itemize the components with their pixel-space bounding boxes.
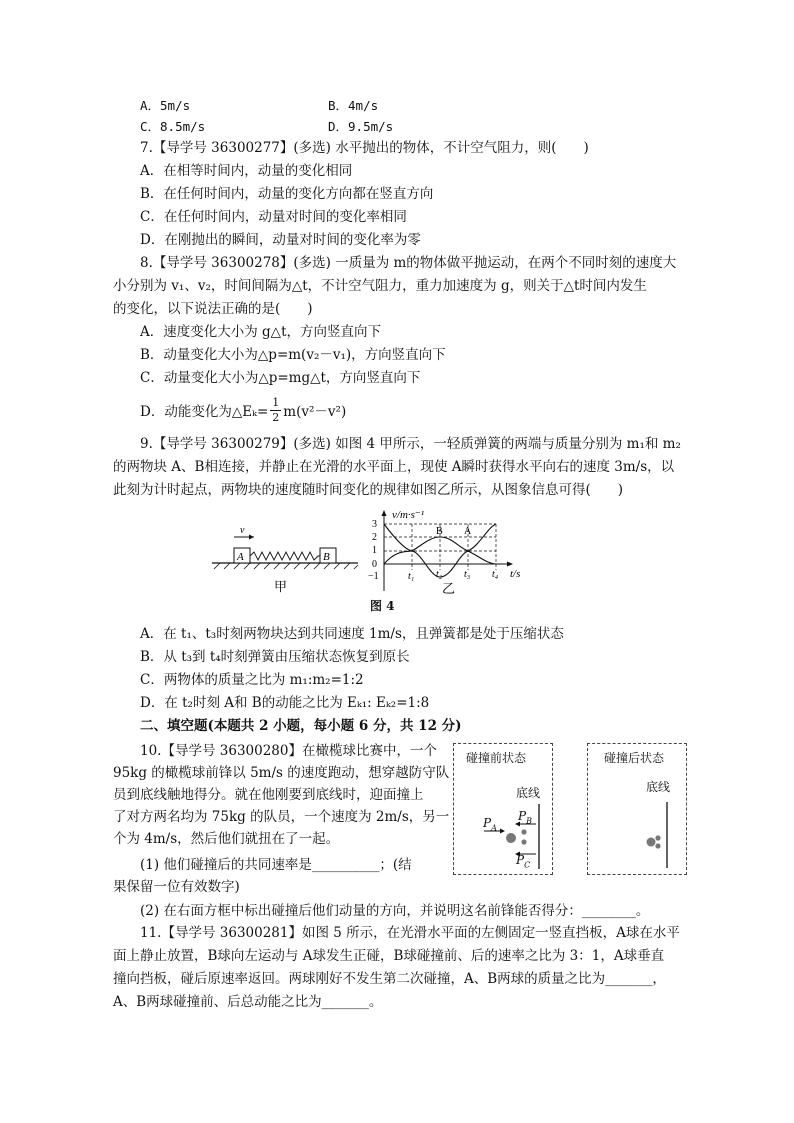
q8-option-d bbox=[140, 398, 346, 427]
q8-option-a: A．速度变化大小为 g△t，方向竖直向下 bbox=[140, 324, 381, 340]
q10-line4: 了对方两名均为 75kg 的队员，一个速度为 2m/s，另一 bbox=[113, 809, 450, 825]
ball-b bbox=[521, 829, 526, 834]
q6-option-d: D．9.5m/s bbox=[328, 119, 394, 134]
figure-yi-label: 乙 bbox=[442, 581, 456, 595]
q7-option-d: D．在刚抛出的瞬间，动量对时间的变化率为零 bbox=[140, 232, 421, 248]
momentum-a-label: $P_A$ bbox=[483, 816, 497, 833]
figure-4-caption: 图 4 bbox=[370, 599, 395, 613]
q10-line6: (1) 他们碰撞后的共同速率是__________；(结 bbox=[140, 857, 412, 873]
collision-after-title: 碰撞后状态 bbox=[604, 751, 665, 765]
collision-after-box bbox=[587, 743, 687, 875]
q7-option-a: A．在相等时间内，动量的变化相同 bbox=[140, 163, 353, 179]
momentum-b-label: $P_B$ bbox=[518, 809, 532, 826]
q10-line2: 95kg 的橄榄球前锋以 5m/s 的速度跑动，想穿越防守队 bbox=[113, 765, 450, 781]
y-tick-label: −1 bbox=[368, 571, 379, 582]
q11-line3: 撞向挡板，碰后原速率返回。两球刚好不发生第二次碰撞，A、B两球的质量之比为_______， bbox=[113, 971, 666, 987]
q7-option-b: B．在任何时间内，动量的变化方向都在竖直方向 bbox=[140, 186, 434, 202]
x-tick-label: t₃ bbox=[464, 569, 471, 580]
q9-option-b: B．从 t₃到 t₄时刻弹簧由压缩状态恢复到原长 bbox=[140, 649, 410, 665]
spring bbox=[250, 552, 320, 560]
collision-before-title: 碰撞前状态 bbox=[466, 751, 527, 765]
block-b-label: B bbox=[323, 551, 330, 563]
q9-stem-line2: 的两物块 A、B相连接，并静止在光滑的水平面上，现使 A瞬时获得水平向右的速度 3m/s，以 bbox=[113, 459, 675, 475]
q6-option-b: B．4m/s bbox=[328, 98, 379, 113]
ball-merged-b bbox=[655, 835, 660, 840]
y-tick-label: 0 bbox=[372, 559, 377, 570]
block-a-label: A bbox=[237, 551, 244, 563]
figure-jia-label: 甲 bbox=[274, 579, 288, 594]
y-tick-label: 2 bbox=[372, 532, 377, 543]
q10-line8: (2) 在右面方框中标出碰撞后他们动量的方向，并说明这名前锋能否得分：________。 bbox=[140, 903, 650, 919]
baseline-label: 底线 bbox=[646, 780, 671, 794]
momentum-c-label: $P_C$ bbox=[516, 853, 531, 870]
y-tick-label: 3 bbox=[372, 519, 377, 530]
q8-stem-line3: 的变化，以下说法正确的是( ) bbox=[113, 301, 313, 317]
x-axis-label: t/s bbox=[510, 568, 521, 580]
q8-stem-line2: 小分别为 v₁、v₂，时间间隔为△t，不计空气阻力，重力加速度为 g，则关于△t时间内发生 bbox=[113, 278, 647, 294]
q8-stem-line1: 8.【导学号 36300278】(多选) 一质量为 m的物体做平抛运动，在两个不同时刻的速度大 bbox=[140, 255, 677, 271]
q8-option-d-suffix: m(v²－v²) bbox=[283, 404, 347, 420]
q9-option-a: A．在 t₁、t₃时刻两物块达到共同速度 1m/s，且弹簧都是处于压缩状态 bbox=[140, 626, 564, 642]
baseline-label: 底线 bbox=[516, 786, 541, 800]
q6-option-c: C．8.5m/s bbox=[140, 119, 206, 134]
q10-line3: 员到底线触地得分。就在他刚要到底线时，迎面撞上 bbox=[113, 787, 424, 803]
q9-option-c: C．两物体的质量之比为 m₁:m₂=1:2 bbox=[140, 672, 364, 688]
q8-option-c: C．动量变化大小为△p=mg△t，方向竖直向下 bbox=[140, 370, 421, 386]
velocity-label: v bbox=[240, 525, 245, 536]
curve-b-label: B bbox=[436, 526, 443, 537]
q8-fraction-denominator: 2 bbox=[272, 411, 280, 424]
x-tick-label: t₁ bbox=[408, 571, 415, 582]
y-axis-label: v/m·s⁻¹ bbox=[392, 509, 425, 521]
curve-a-label: A bbox=[464, 526, 472, 537]
q11-line4: A、B两球碰撞前、后总动能之比为_______。 bbox=[113, 994, 383, 1010]
figure-4 bbox=[200, 505, 530, 595]
q6-option-a: A．5m/s bbox=[140, 98, 191, 113]
q7-option-c: C．在任何时间内，动量对时间的变化率相同 bbox=[140, 209, 407, 225]
q8-option-d-prefix: D．动能变化为△Eₖ= bbox=[140, 404, 269, 420]
ball-a bbox=[506, 833, 516, 843]
figure-4-yi-graph bbox=[368, 509, 520, 591]
q10-line5: 个为 4m/s，然后他们就扭在了一起。 bbox=[113, 831, 340, 847]
collision-before-box bbox=[453, 743, 553, 875]
q11-line2: 面上静止放置，B球向左运动与 A球发生正碰，B球碰撞前、后的速率之比为 3：1，A球垂直 bbox=[113, 948, 665, 964]
ball-c bbox=[521, 839, 526, 844]
section-2-heading: 二、填空题(本题共 2 小题，每小题 6 分，共 12 分) bbox=[140, 718, 462, 734]
y-tick-label: 1 bbox=[372, 545, 377, 556]
collision-before-diagram bbox=[454, 744, 552, 874]
q8-option-b: B．动量变化大小为△p=m(v₂－v₁)，方向竖直向下 bbox=[140, 347, 446, 363]
q8-fraction-numerator: 1 bbox=[272, 396, 280, 409]
q11-line1: 11.【导学号 36300281】如图 5 所示，在光滑水平面的左侧固定一竖直挡板，A球在水平 bbox=[140, 925, 680, 941]
q10-line7: 果保留一位有效数字) bbox=[113, 879, 240, 895]
q9-option-d: D．在 t₂时刻 A和 B的动能之比为 Eₖ₁: Eₖ₂=1:8 bbox=[140, 695, 430, 711]
x-tick-label: t₄ bbox=[492, 569, 499, 580]
q10-line1: 10.【导学号 36300280】在橄榄球比赛中，一个 bbox=[140, 743, 437, 759]
q9-stem-line1: 9.【导学号 36300279】(多选) 如图 4 甲所示，一轻质弹簧的两端与质量分别为 m₁和 m₂ bbox=[140, 436, 681, 452]
x-tick-label: t₂ bbox=[436, 569, 443, 580]
q7-stem: 7.【导学号 36300277】(多选) 水平抛出的物体，不计空气阻力，则( ) bbox=[140, 140, 589, 156]
q9-stem-line3: 此刻为计时起点，两物块的速度随时间变化的规律如图乙所示，从图象信息可得( ) bbox=[113, 482, 624, 498]
ball-merged bbox=[647, 838, 656, 847]
collision-after-diagram bbox=[588, 744, 686, 874]
figure-4-jia bbox=[212, 525, 358, 569]
ball-merged-c bbox=[655, 843, 660, 848]
